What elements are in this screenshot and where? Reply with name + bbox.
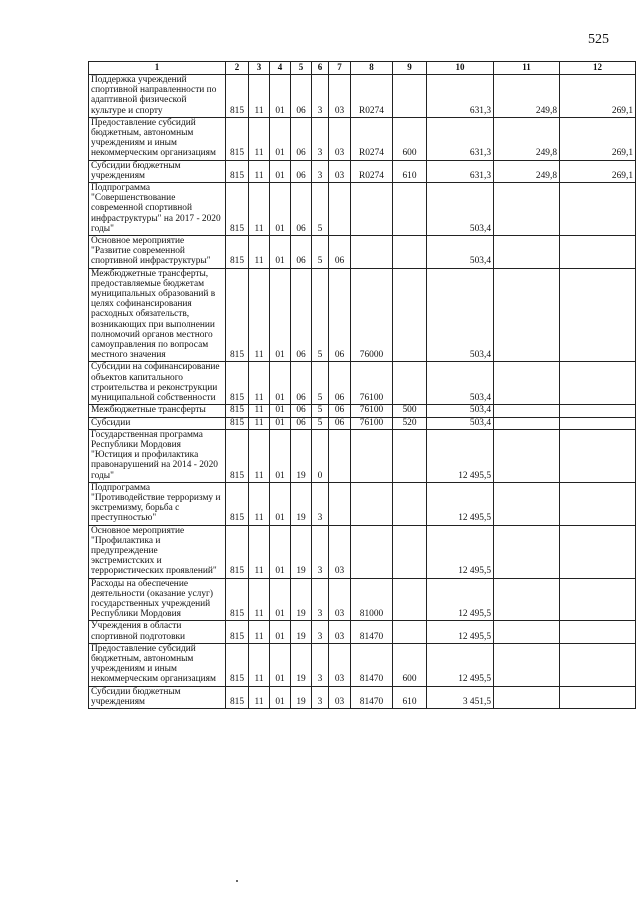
cell-subprogram: 3 <box>312 621 329 643</box>
cell-subprogram: 5 <box>312 183 329 236</box>
cell-program: 19 <box>291 643 312 686</box>
cell-program: 19 <box>291 686 312 708</box>
cell-amount-year2 <box>494 183 560 236</box>
cell-subprogram: 3 <box>312 525 329 578</box>
cell-amount-year1: 12 495,5 <box>427 578 494 621</box>
cell-amount-year3 <box>560 429 636 482</box>
column-header: 8 <box>351 62 393 75</box>
cell-activity: 06 <box>329 417 351 429</box>
cell-amount-year1: 631,3 <box>427 117 494 160</box>
row-name: Субсидии бюджетным учреждениям <box>89 160 226 182</box>
row-name: Субсидии бюджетным учреждениям <box>89 686 226 708</box>
cell-amount-year2 <box>494 578 560 621</box>
cell-expense-code: R0274 <box>351 160 393 182</box>
cell-program: 19 <box>291 578 312 621</box>
page-number: 525 <box>588 32 609 47</box>
row-name: Расходы на обеспечение деятельности (оказание услуг) государственных учреждений Республики Мордовия <box>89 578 226 621</box>
cell-ministry-code: 815 <box>226 183 249 236</box>
cell-amount-year3: 269,1 <box>560 160 636 182</box>
cell-activity <box>329 482 351 525</box>
cell-expense-code: 76000 <box>351 268 393 362</box>
cell-subprogram: 3 <box>312 160 329 182</box>
cell-amount-year3 <box>560 525 636 578</box>
cell-ministry-code: 815 <box>226 362 249 405</box>
cell-activity: 03 <box>329 621 351 643</box>
cell-amount-year3 <box>560 236 636 269</box>
cell-amount-year1: 3 451,5 <box>427 686 494 708</box>
cell-ministry-code: 815 <box>226 482 249 525</box>
cell-ministry-code: 815 <box>226 686 249 708</box>
cell-expense-type <box>393 362 427 405</box>
column-header: 6 <box>312 62 329 75</box>
table-body <box>89 75 636 709</box>
table-row <box>89 405 636 417</box>
cell-amount-year3 <box>560 268 636 362</box>
cell-activity <box>329 183 351 236</box>
cell-program: 19 <box>291 482 312 525</box>
row-name: Предоставление субсидий бюджетным, автономным учреждениям и иным некоммерческим организациям <box>89 643 226 686</box>
cell-program: 06 <box>291 236 312 269</box>
table-row <box>89 417 636 429</box>
cell-expense-type <box>393 429 427 482</box>
table-row <box>89 117 636 160</box>
cell-activity: 06 <box>329 405 351 417</box>
scan-speck <box>236 880 238 882</box>
table-row <box>89 578 636 621</box>
cell-subprogram: 3 <box>312 482 329 525</box>
cell-section: 11 <box>249 362 270 405</box>
cell-subprogram: 3 <box>312 117 329 160</box>
cell-section: 11 <box>249 75 270 118</box>
column-header: 4 <box>270 62 291 75</box>
cell-subsection: 01 <box>270 160 291 182</box>
cell-expense-code: 81470 <box>351 621 393 643</box>
table-row <box>89 621 636 643</box>
cell-amount-year1: 12 495,5 <box>427 429 494 482</box>
cell-section: 11 <box>249 578 270 621</box>
cell-amount-year1: 503,4 <box>427 417 494 429</box>
row-name: Субсидии на софинансирование объектов капитального строительства и реконструкции муниципальной собственности <box>89 362 226 405</box>
cell-activity: 03 <box>329 75 351 118</box>
cell-amount-year1: 631,3 <box>427 160 494 182</box>
cell-ministry-code: 815 <box>226 160 249 182</box>
cell-amount-year3 <box>560 578 636 621</box>
cell-amount-year1: 503,4 <box>427 268 494 362</box>
table-row <box>89 429 636 482</box>
cell-subsection: 01 <box>270 405 291 417</box>
cell-expense-type: 520 <box>393 417 427 429</box>
cell-amount-year2 <box>494 362 560 405</box>
cell-amount-year1: 503,4 <box>427 405 494 417</box>
row-name: Субсидии <box>89 417 226 429</box>
cell-subprogram: 5 <box>312 362 329 405</box>
cell-ministry-code: 815 <box>226 643 249 686</box>
cell-expense-code: 81470 <box>351 643 393 686</box>
cell-section: 11 <box>249 643 270 686</box>
budget-table <box>88 61 636 709</box>
row-name: Межбюджетные трансферты <box>89 405 226 417</box>
cell-amount-year1: 12 495,5 <box>427 643 494 686</box>
column-header: 3 <box>249 62 270 75</box>
cell-expense-code <box>351 183 393 236</box>
column-header: 2 <box>226 62 249 75</box>
cell-section: 11 <box>249 417 270 429</box>
cell-amount-year3 <box>560 417 636 429</box>
cell-amount-year2 <box>494 686 560 708</box>
cell-amount-year3 <box>560 183 636 236</box>
table-row <box>89 183 636 236</box>
cell-program: 06 <box>291 362 312 405</box>
cell-subprogram: 3 <box>312 686 329 708</box>
table-row <box>89 362 636 405</box>
cell-activity: 03 <box>329 578 351 621</box>
cell-section: 11 <box>249 236 270 269</box>
cell-amount-year3 <box>560 362 636 405</box>
cell-expense-code: 81000 <box>351 578 393 621</box>
cell-activity: 06 <box>329 268 351 362</box>
table-row <box>89 686 636 708</box>
cell-activity: 06 <box>329 362 351 405</box>
cell-expense-type: 600 <box>393 117 427 160</box>
cell-section: 11 <box>249 405 270 417</box>
cell-expense-code: 76100 <box>351 362 393 405</box>
cell-expense-type <box>393 578 427 621</box>
cell-subprogram: 3 <box>312 643 329 686</box>
column-header: 7 <box>329 62 351 75</box>
cell-amount-year1: 503,4 <box>427 183 494 236</box>
cell-section: 11 <box>249 525 270 578</box>
cell-program: 06 <box>291 117 312 160</box>
cell-subsection: 01 <box>270 362 291 405</box>
column-header: 9 <box>393 62 427 75</box>
cell-expense-type <box>393 183 427 236</box>
cell-subsection: 01 <box>270 268 291 362</box>
cell-amount-year2: 249,8 <box>494 75 560 118</box>
cell-section: 11 <box>249 429 270 482</box>
cell-ministry-code: 815 <box>226 578 249 621</box>
cell-expense-code: R0274 <box>351 75 393 118</box>
table-row <box>89 643 636 686</box>
cell-activity <box>329 429 351 482</box>
cell-amount-year2 <box>494 482 560 525</box>
cell-ministry-code: 815 <box>226 525 249 578</box>
cell-amount-year2 <box>494 621 560 643</box>
cell-activity: 06 <box>329 236 351 269</box>
cell-amount-year2 <box>494 525 560 578</box>
cell-expense-type <box>393 236 427 269</box>
cell-amount-year1: 12 495,5 <box>427 621 494 643</box>
cell-expense-code: 76100 <box>351 417 393 429</box>
cell-subsection: 01 <box>270 429 291 482</box>
cell-program: 19 <box>291 429 312 482</box>
cell-amount-year3 <box>560 621 636 643</box>
row-name: Межбюджетные трансферты, предоставляемые бюджетам муниципальных образований в целях софинансирования расходных обязательств, возникающих при выполнении полномочий органов местного самоуправления по вопросам местного значения <box>89 268 226 362</box>
cell-ministry-code: 815 <box>226 429 249 482</box>
cell-section: 11 <box>249 621 270 643</box>
cell-expense-type: 610 <box>393 160 427 182</box>
cell-activity: 03 <box>329 643 351 686</box>
cell-activity: 03 <box>329 686 351 708</box>
cell-amount-year3 <box>560 643 636 686</box>
cell-amount-year2 <box>494 268 560 362</box>
cell-subsection: 01 <box>270 117 291 160</box>
cell-subsection: 01 <box>270 482 291 525</box>
cell-expense-type: 610 <box>393 686 427 708</box>
table-row <box>89 482 636 525</box>
cell-expense-type <box>393 621 427 643</box>
cell-amount-year3: 269,1 <box>560 75 636 118</box>
cell-expense-code: 76100 <box>351 405 393 417</box>
table-row <box>89 75 636 118</box>
table-row <box>89 160 636 182</box>
cell-subsection: 01 <box>270 643 291 686</box>
table-row <box>89 525 636 578</box>
column-header: 10 <box>427 62 494 75</box>
cell-section: 11 <box>249 482 270 525</box>
cell-subsection: 01 <box>270 686 291 708</box>
cell-amount-year2: 249,8 <box>494 160 560 182</box>
column-header: 5 <box>291 62 312 75</box>
cell-subsection: 01 <box>270 417 291 429</box>
row-name: Основное мероприятие "Профилактика и предупреждение экстремистских и террористических проявлений" <box>89 525 226 578</box>
cell-amount-year1: 503,4 <box>427 362 494 405</box>
row-name: Подпрограмма "Совершенствование современной спортивной инфраструктуры" на 2017 - 2020 годы" <box>89 183 226 236</box>
cell-expense-code <box>351 525 393 578</box>
cell-amount-year3 <box>560 686 636 708</box>
cell-section: 11 <box>249 268 270 362</box>
cell-subprogram: 5 <box>312 236 329 269</box>
cell-expense-code <box>351 429 393 482</box>
cell-ministry-code: 815 <box>226 117 249 160</box>
cell-amount-year3: 269,1 <box>560 117 636 160</box>
cell-program: 06 <box>291 183 312 236</box>
cell-expense-code: 81470 <box>351 686 393 708</box>
cell-subprogram: 5 <box>312 268 329 362</box>
cell-amount-year3 <box>560 405 636 417</box>
cell-section: 11 <box>249 160 270 182</box>
cell-ministry-code: 815 <box>226 417 249 429</box>
cell-expense-type <box>393 482 427 525</box>
table-row <box>89 236 636 269</box>
cell-section: 11 <box>249 183 270 236</box>
cell-subprogram: 3 <box>312 75 329 118</box>
cell-activity: 03 <box>329 160 351 182</box>
table-row <box>89 268 636 362</box>
cell-expense-type <box>393 268 427 362</box>
column-header: 1 <box>89 62 226 75</box>
cell-ministry-code: 815 <box>226 268 249 362</box>
cell-amount-year1: 503,4 <box>427 236 494 269</box>
cell-expense-code <box>351 236 393 269</box>
cell-subsection: 01 <box>270 75 291 118</box>
row-name: Поддержка учреждений спортивной направленности по адаптивной физической культуре и спорту <box>89 75 226 118</box>
header-row <box>89 62 636 75</box>
cell-subprogram: 3 <box>312 578 329 621</box>
cell-program: 06 <box>291 268 312 362</box>
cell-amount-year1: 631,3 <box>427 75 494 118</box>
cell-amount-year2 <box>494 417 560 429</box>
cell-subsection: 01 <box>270 578 291 621</box>
cell-amount-year2 <box>494 429 560 482</box>
cell-ministry-code: 815 <box>226 236 249 269</box>
cell-activity: 03 <box>329 117 351 160</box>
cell-program: 19 <box>291 621 312 643</box>
cell-subsection: 01 <box>270 621 291 643</box>
cell-expense-code: R0274 <box>351 117 393 160</box>
cell-activity: 03 <box>329 525 351 578</box>
cell-amount-year2: 249,8 <box>494 117 560 160</box>
cell-expense-type <box>393 525 427 578</box>
cell-expense-type: 500 <box>393 405 427 417</box>
row-name: Учреждения в области спортивной подготовки <box>89 621 226 643</box>
cell-subsection: 01 <box>270 183 291 236</box>
cell-amount-year2 <box>494 405 560 417</box>
row-name: Государственная программа Республики Мордовия "Юстиция и профилактика правонарушений на 2014 - 2020 годы" <box>89 429 226 482</box>
cell-program: 06 <box>291 75 312 118</box>
cell-program: 06 <box>291 405 312 417</box>
column-header: 12 <box>560 62 636 75</box>
cell-section: 11 <box>249 686 270 708</box>
cell-subsection: 01 <box>270 525 291 578</box>
cell-subprogram: 5 <box>312 417 329 429</box>
cell-amount-year1: 12 495,5 <box>427 482 494 525</box>
cell-program: 06 <box>291 160 312 182</box>
cell-section: 11 <box>249 117 270 160</box>
row-name: Подпрограмма "Противодействие терроризму и экстремизму, борьба с преступностью" <box>89 482 226 525</box>
cell-expense-type: 600 <box>393 643 427 686</box>
cell-expense-code <box>351 482 393 525</box>
cell-program: 19 <box>291 525 312 578</box>
cell-amount-year2 <box>494 643 560 686</box>
cell-amount-year2 <box>494 236 560 269</box>
cell-amount-year1: 12 495,5 <box>427 525 494 578</box>
cell-amount-year3 <box>560 482 636 525</box>
cell-ministry-code: 815 <box>226 75 249 118</box>
cell-ministry-code: 815 <box>226 621 249 643</box>
cell-subprogram: 5 <box>312 405 329 417</box>
cell-expense-type <box>393 75 427 118</box>
row-name: Предоставление субсидий бюджетным, автономным учреждениям и иным некоммерческим организациям <box>89 117 226 160</box>
cell-subprogram: 0 <box>312 429 329 482</box>
row-name: Основное мероприятие "Развитие современной спортивной инфраструктуры" <box>89 236 226 269</box>
cell-subsection: 01 <box>270 236 291 269</box>
column-header: 11 <box>494 62 560 75</box>
cell-ministry-code: 815 <box>226 405 249 417</box>
cell-program: 06 <box>291 417 312 429</box>
